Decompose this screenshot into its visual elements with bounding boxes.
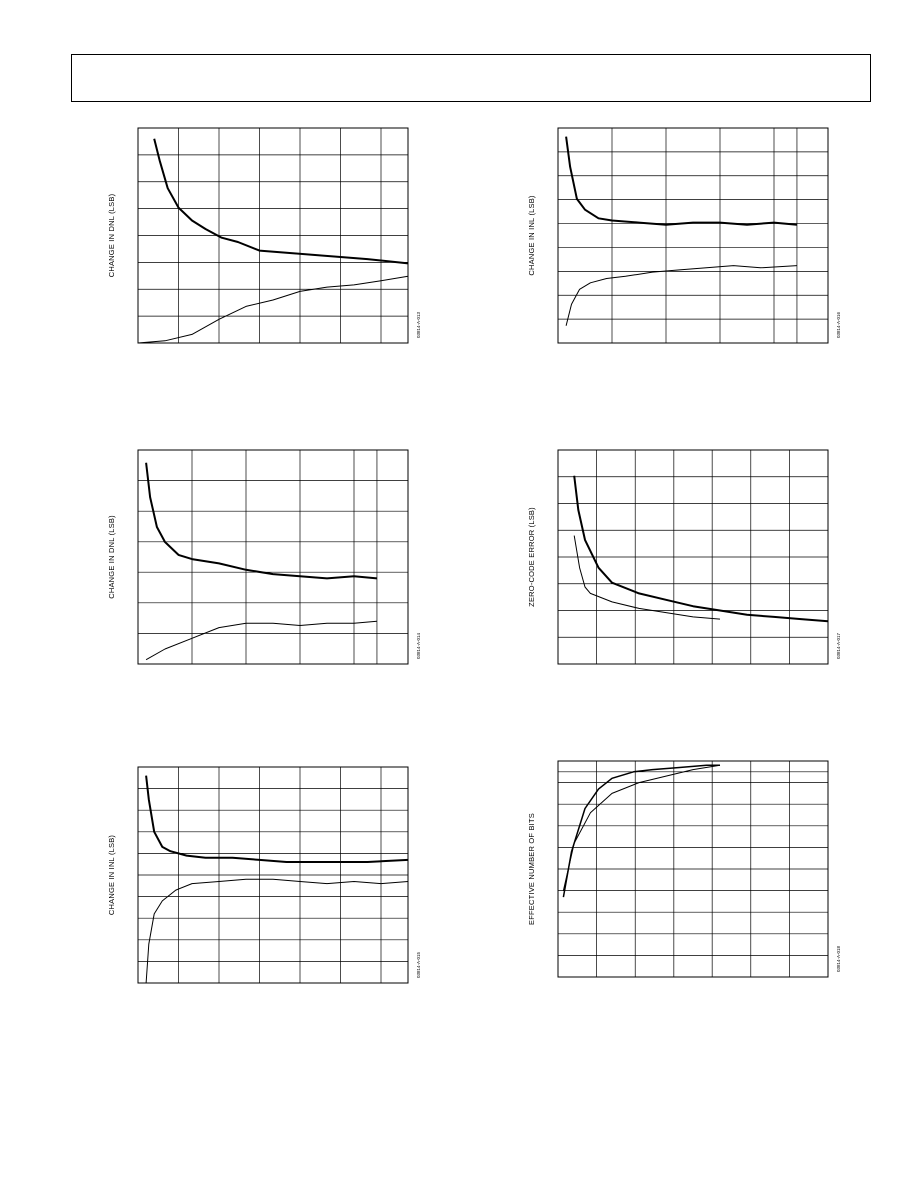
figure-id-label: 03814-A-017 (836, 632, 841, 660)
series-line-0 (563, 765, 720, 897)
series-line-1 (146, 879, 408, 983)
y-axis-label: EFFECTIVE NUMBER OF BITS (527, 813, 536, 925)
series-line-0 (566, 137, 797, 225)
plot-frame (558, 128, 828, 343)
series-line-1 (563, 765, 720, 890)
y-axis-label: ZERO-CODE ERROR (LSB) (527, 507, 536, 607)
chart-dnl-top-left (100, 120, 430, 360)
chart-inl-top-right (520, 120, 850, 360)
plot-frame (138, 450, 408, 664)
chart-zero-code-error-mid-right (520, 440, 850, 680)
y-axis-label: CHANGE IN DNL (LSB) (107, 193, 116, 278)
figure-id-label: 03814-A-018 (836, 945, 841, 973)
figure-id-label: 03814-A-016 (836, 311, 841, 339)
figure-id-label: 03814-A-013 (416, 311, 421, 339)
y-axis-label: CHANGE IN DNL (LSB) (107, 515, 116, 599)
figure-id-label: 03814-A-015 (416, 951, 421, 979)
series-line-1 (566, 266, 797, 326)
y-axis-label: CHANGE IN INL (LSB) (107, 834, 116, 916)
page-header-box (71, 54, 871, 102)
chart-enob-bottom-right (520, 752, 850, 992)
chart-inl-bottom-left (100, 758, 430, 998)
series-line-1 (146, 621, 377, 660)
y-axis-label: CHANGE IN INL (LSB) (527, 195, 536, 276)
chart-dnl-mid-left (100, 440, 430, 680)
series-line-0 (574, 476, 828, 622)
series-line-0 (154, 139, 408, 264)
figure-id-label: 03814-A-014 (416, 632, 421, 660)
series-line-0 (146, 463, 377, 579)
